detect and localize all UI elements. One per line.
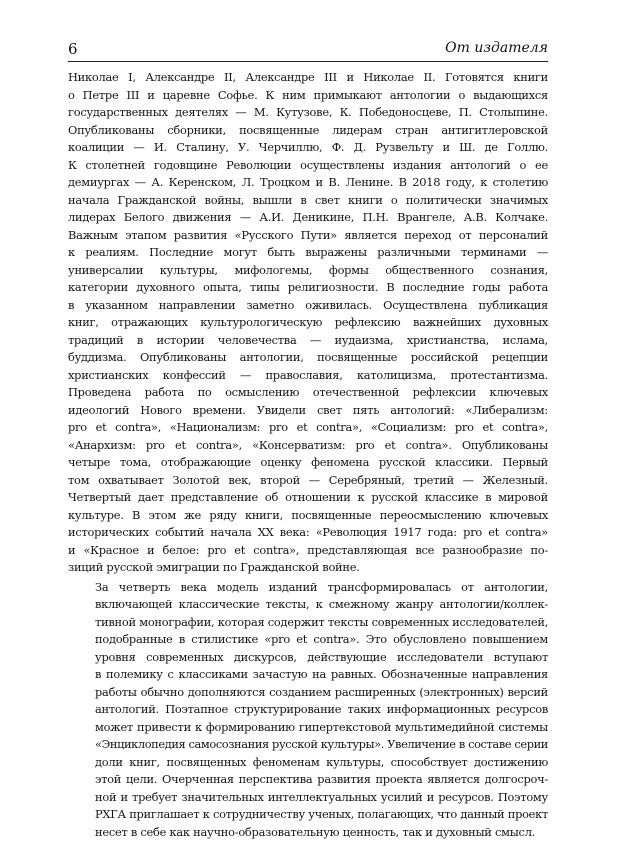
text-line: буддизма. Опубликованы антологии, посвященные российской рецепции: [68, 349, 548, 367]
page-number: 6: [68, 40, 78, 58]
text-line: том охватывает Золотой век, второй — Серебряный, третий — Железный.: [68, 472, 548, 490]
text-line: РХГА приглашает к сотрудничеству ученых, полагающих, что данный проект: [68, 806, 548, 824]
text-line: «Энциклопедия самосознания русской культуры». Увеличение в составе серии: [68, 736, 548, 754]
text-line: традиций в истории человечества — иудаизма, христианства, ислама,: [68, 332, 548, 350]
text-line: Опубликованы сборники, посвященные лидерам стран антигитлеровской: [68, 122, 548, 140]
header-divider: [68, 61, 548, 62]
text-line: государственных деятелях — М. Кутузове, К. Победоносцеве, П. Столыпине.: [68, 104, 548, 122]
text-line: исторических событий начала XX века: «Революция 1917 года: pro et contra»: [68, 524, 548, 542]
text-line: работы обычно дополняются созданием расширенных (электронных) версий: [68, 684, 548, 702]
text-line: Важным этапом развития «Русского Пути» является переход от персоналий: [68, 227, 548, 245]
text-line: универсалии культуры, мифологемы, формы общественного сознания,: [68, 262, 548, 280]
text-line: христианских конфессий — православия, католицизма, протестантизма.: [68, 367, 548, 385]
text-line: pro et contra», «Национализм: pro et contra», «Социализм: pro et contra»,: [68, 419, 548, 437]
text-line: о Петре III и царевне Софье. К ним примыкают антологии о выдающихся: [68, 87, 548, 105]
text-line: За четверть века модель изданий трансформировалась от антологии,: [68, 579, 548, 597]
text-line: категории духовного опыта, типы религиозности. В последние годы работа: [68, 279, 548, 297]
text-line: культуре. В этом же ряду книги, посвященные переосмыслению ключевых: [68, 507, 548, 525]
page-header: [68, 40, 548, 62]
text-line: включающей классические тексты, к смежному жанру антологии/коллек-: [68, 596, 548, 614]
paragraph: [68, 579, 548, 841]
text-line: демиургах — А. Керенском, Л. Троцком и В. Ленине. В 2018 году, к столетию: [68, 174, 548, 192]
text-line: книг, отражающих культурологическую рефлексию важнейших духовных: [68, 314, 548, 332]
text-line: коалиции — И. Сталину, У. Черчиллю, Ф. Д. Рузвельту и Ш. де Голлю.: [68, 139, 548, 157]
text-line: Проведена работа по осмыслению отечественной рефлексии ключевых: [68, 384, 548, 402]
text-line: в полемику с классиками зачастую на равных. Обозначенные направления: [68, 666, 548, 684]
body-text: [68, 69, 548, 841]
text-line: доли книг, посвященных феноменам культуры, способствует достижению: [68, 754, 548, 772]
text-line: идеологий Нового времени. Увидели свет пять антологий: «Либерализм:: [68, 402, 548, 420]
text-line: начала Гражданской войны, вышли в свет книги о политически значимых: [68, 192, 548, 210]
text-line: и «Красное и белое: pro et contra», представляющая все разнообразие по-: [68, 542, 548, 560]
text-line: К столетней годовщине Революции осуществлены издания антологий о ее: [68, 157, 548, 175]
text-line: в указанном направлении заметно оживилась. Осуществлена публикация: [68, 297, 548, 315]
text-line: лидерах Белого движения — А.И. Деникине, П.Н. Врангеле, А.В. Колчаке.: [68, 209, 548, 227]
text-line: четыре тома, отображающие оценку феномена русской классики. Первый: [68, 454, 548, 472]
text-line: Николае I, Александре II, Александре III и Николае II. Готовятся книги: [68, 69, 548, 87]
text-line: к реалиям. Последние могут быть выражены различными терминами —: [68, 244, 548, 262]
text-line: зиций русской эмиграции по Гражданской войне.: [68, 559, 548, 577]
text-line: уровня современных дискурсов, действующие исследователи вступают: [68, 649, 548, 667]
text-line: несет в себе как научно-образовательную ценность, так и духовный смысл.: [68, 824, 548, 841]
text-line: ной и требует значительных интеллектуальных усилий и ресурсов. Поэтому: [68, 789, 548, 807]
text-line: подобранные в стилистике «pro et contra». Это обусловлено повышением: [68, 631, 548, 649]
running-title: От издателя: [445, 40, 548, 56]
text-line: Четвертый дает представление об отношении к русской классике в мировой: [68, 489, 548, 507]
text-line: может привести к формированию гипертекстовой мультимедийной системы: [68, 719, 548, 737]
text-line: тивной монографии, которая содержит тексты современных исследователей,: [68, 614, 548, 632]
text-line: антологий. Поэтапное структурирование таких информационных ресурсов: [68, 701, 548, 719]
text-line: «Анархизм: pro et contra», «Консерватизм: pro et contra». Опубликованы: [68, 437, 548, 455]
text-line: этой цели. Очерченная перспектива развития проекта является долгосроч-: [68, 771, 548, 789]
paragraph: [68, 69, 548, 577]
